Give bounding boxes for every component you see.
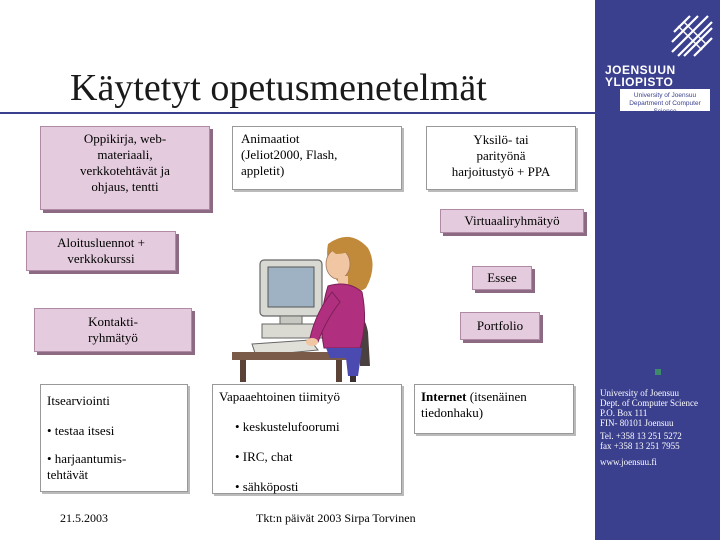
box-portfolio: Portfolio: [460, 312, 540, 340]
contact-line: P.O. Box 111: [600, 408, 648, 418]
box-line: verkkokurssi: [67, 251, 135, 266]
logo-text: [605, 64, 676, 88]
woman-at-computer-illustration: [232, 226, 392, 382]
column-item: • harjaantumis-: [47, 451, 127, 466]
box-line: Animaatiot: [241, 131, 300, 146]
box-aloitus: [26, 231, 176, 271]
department-line-1: University of Joensuu: [633, 92, 697, 99]
box-itsearviointi: [40, 384, 188, 492]
contact-line: Dept. of Computer Science: [600, 398, 698, 408]
university-logo-icon: [668, 12, 716, 60]
contact-info: [600, 388, 718, 467]
box-line: Oppikirja, web-: [83, 131, 167, 146]
department-label: [620, 89, 710, 115]
box-line: ryhmätyö: [88, 330, 138, 345]
box-line: appletit): [241, 163, 285, 178]
slide-title: Käytetyt opetusmenetelmät: [70, 67, 487, 109]
department-line-2: Department of Computer Science: [629, 100, 701, 115]
box-line: ohjaus, tentti: [91, 179, 159, 194]
column-heading: Vapaaehtoinen tiimityö: [219, 389, 340, 404]
box-oppikirja: [40, 126, 210, 210]
box-virtuaali: Virtuaaliryhmätyö: [440, 209, 584, 233]
column-item: • testaa itsesi: [47, 423, 115, 438]
box-yksilo: [426, 126, 576, 190]
heading-bold: Internet: [421, 389, 467, 404]
box-line: materiaali,: [97, 147, 153, 162]
box-essee: Essee: [472, 266, 532, 290]
box-line: parityönä: [476, 148, 526, 163]
contact-line: www.joensuu.fi: [600, 457, 657, 467]
footer-date: 21.5.2003: [60, 511, 108, 525]
column-heading: Itsearviointi: [47, 393, 110, 408]
box-line: (Jeliot2000, Flash,: [241, 147, 338, 162]
column-heading: [421, 389, 567, 405]
bullet-marker: [655, 369, 661, 375]
box-animaatiot: [232, 126, 402, 190]
contact-line: FIN- 80101 Joensuu: [600, 418, 674, 428]
heading-rest: (itsenäinen: [466, 389, 527, 404]
box-line: Kontakti-: [88, 314, 138, 329]
logo-line-2: YLIOPISTO: [605, 75, 674, 89]
column-item: • IRC, chat: [235, 449, 293, 464]
box-vapaaehtoinen: [212, 384, 402, 494]
contact-line: fax +358 13 251 7955: [600, 441, 680, 451]
box-internet: [414, 384, 574, 434]
column-item: tiedonhaku): [421, 405, 484, 420]
column-item: • sähköposti: [235, 479, 299, 494]
box-kontakti: [34, 308, 192, 352]
box-line: harjoitustyö + PPA: [451, 164, 551, 179]
column-item: • keskustelufoorumi: [235, 419, 340, 434]
column-item: tehtävät: [47, 467, 89, 482]
logo-line-1: JOENSUUN: [605, 63, 676, 77]
box-line: Aloitusluennot +: [57, 235, 145, 250]
contact-line: University of Joensuu: [600, 388, 679, 398]
footer-caption: Tkt:n päivät 2003 Sirpa Torvinen: [256, 511, 416, 525]
box-line: verkkotehtävät ja: [80, 163, 170, 178]
title-rule: [0, 112, 595, 114]
contact-line: Tel. +358 13 251 5272: [600, 431, 682, 441]
box-line: Yksilö- tai: [473, 132, 529, 147]
